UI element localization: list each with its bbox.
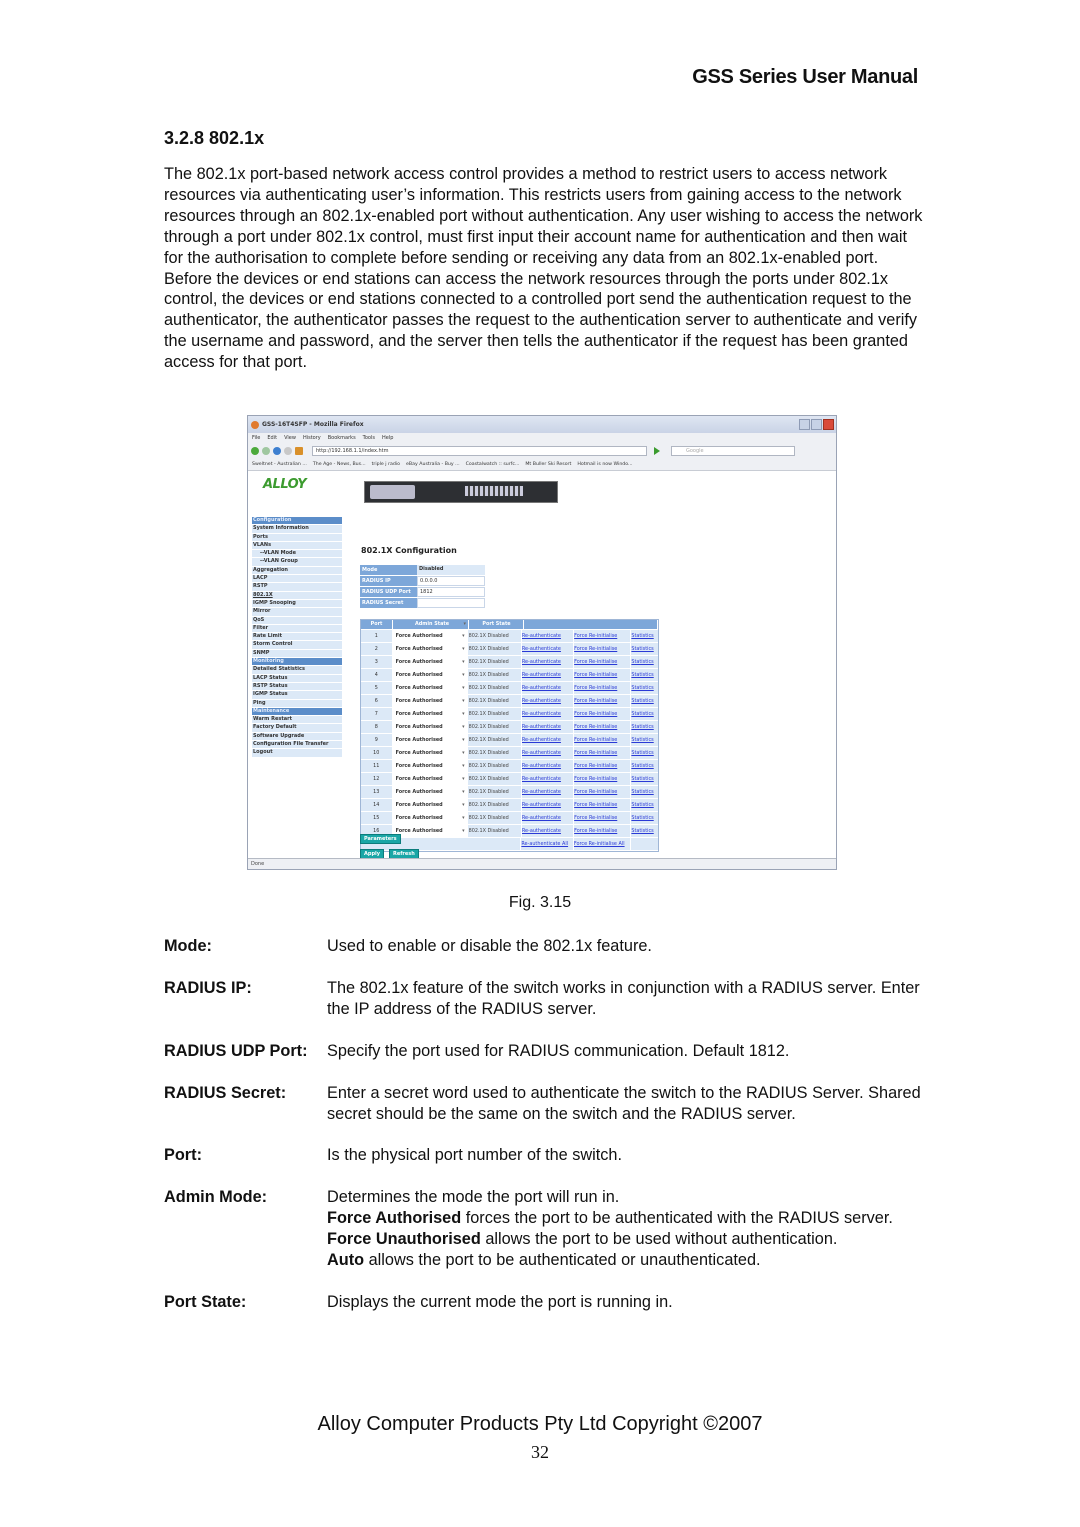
force-reinitialise-link[interactable]: Force Re-initialise <box>574 695 631 707</box>
menu-edit[interactable]: Edit <box>267 435 278 441</box>
definition-description <box>327 1083 924 1125</box>
sidebar-item[interactable]: Filter <box>252 625 342 633</box>
manual-title: GSS Series User Manual <box>692 66 918 88</box>
admin-state-select[interactable]: Force Authorised ▾ <box>393 799 468 811</box>
description-text: allows the port to be authenticated or unauthenticated. <box>364 1251 761 1270</box>
reauthenticate-link[interactable]: Re-authenticate <box>522 786 574 798</box>
statistics-link[interactable]: Statistics <box>631 763 654 769</box>
bookmark[interactable]: Mt Buller Ski Resort <box>525 461 572 467</box>
nav-bar <box>248 443 836 458</box>
paragraph: Before the devices or end stations can access the network resources through the ports under 802.1x control, the devices or end stations connected to a controlled port send the authentication request to the authenticator, the authenticator passes the request to the authentication server to authenticate and verify the username and password, and the server then tells the authenticator if the request has been granted access for that port. <box>164 269 918 372</box>
bookmark[interactable]: Coastalwatch :: surfc... <box>465 461 520 467</box>
reauthenticate-link[interactable]: Re-authenticate <box>522 669 574 681</box>
statistics-link[interactable]: Statistics <box>631 685 654 691</box>
emphasis-text: Force Authorised <box>327 1209 462 1228</box>
table-row <box>361 773 658 786</box>
col-port: Port <box>361 620 393 629</box>
apply-button[interactable]: Apply <box>360 849 384 859</box>
statistics-link[interactable]: Statistics <box>631 802 654 808</box>
description-text: Displays the current mode the port is running in. <box>327 1292 673 1311</box>
table-row <box>361 669 658 682</box>
port-state: 802.1X Disabled <box>468 773 522 785</box>
statistics-link[interactable]: Statistics <box>631 776 654 782</box>
admin-state-select[interactable]: Force Authorised ▾ <box>393 669 468 681</box>
port-number: 5 <box>361 682 393 694</box>
port-state: 802.1X Disabled <box>468 630 522 642</box>
definition-item <box>164 936 924 957</box>
table-row <box>361 708 658 721</box>
table-header <box>361 620 658 630</box>
admin-state-select[interactable]: Force Authorised ▾ <box>393 695 468 707</box>
stop-icon[interactable] <box>284 447 292 455</box>
description-text: Used to enable or disable the 802.1x feature. <box>327 937 652 955</box>
description-text: forces the port to be authenticated with the RADIUS server. <box>461 1209 893 1228</box>
reauthenticate-link[interactable]: Re-authenticate <box>522 708 574 720</box>
force-reinitialise-link[interactable]: Force Re-initialise <box>574 643 631 655</box>
sidebar-item[interactable]: LACP <box>252 575 342 583</box>
force-reinitialise-link[interactable]: Force Re-initialise <box>574 656 631 668</box>
menu-view[interactable]: View <box>284 435 296 441</box>
force-reinitialise-link[interactable]: Force Re-initialise <box>574 760 631 772</box>
reauthenticate-link[interactable]: Re-authenticate <box>522 682 574 694</box>
definition-description <box>327 1041 924 1062</box>
admin-state-select[interactable]: Force Authorised ▾ <box>393 747 468 759</box>
page-number: 32 <box>531 1442 549 1462</box>
port-number: 3 <box>361 656 393 668</box>
force-reinitialise-link[interactable]: Force Re-initialise <box>574 799 631 811</box>
sidebar-item[interactable]: Ports <box>252 534 342 542</box>
sidebar-item[interactable]: RSTP <box>252 583 342 591</box>
definition-item <box>164 1041 924 1062</box>
col-actions <box>524 620 658 629</box>
statistics-link[interactable]: Statistics <box>631 698 654 704</box>
table-row <box>361 721 658 734</box>
definition-description <box>327 978 924 1020</box>
table-row <box>361 695 658 708</box>
admin-state-select[interactable]: Force Authorised ▾ <box>393 682 468 694</box>
description-text: Enter a secret word used to authenticate the switch to the RADIUS Server. Shared secret should be the same on the switch and the RADIUS server. <box>327 1083 921 1123</box>
port-number: 2 <box>361 643 393 655</box>
definition-term: RADIUS UDP Port: <box>164 1041 308 1060</box>
config-form <box>360 565 485 609</box>
table-row <box>361 682 658 695</box>
port-number: 16 <box>361 825 393 837</box>
section-heading: 3.2.8 802.1x <box>164 128 265 148</box>
table-row <box>361 734 658 747</box>
menu-bookmarks[interactable]: Bookmarks <box>327 435 356 441</box>
menu-help[interactable]: Help <box>382 435 394 441</box>
mode-label: Mode <box>360 565 417 575</box>
statistics-link[interactable]: Statistics <box>631 711 654 717</box>
statistics-link[interactable]: Statistics <box>631 659 654 665</box>
sidebar-item[interactable]: LACP Status <box>252 675 342 683</box>
admin-state-select[interactable]: Force Authorised ▾ <box>393 734 468 746</box>
sidebar-item[interactable]: System Information <box>252 525 342 533</box>
description-text: allows the port to be used without authentication. <box>480 1230 838 1249</box>
sidebar-item[interactable]: IGMP Status <box>252 691 342 699</box>
reauthenticate-link[interactable]: Re-authenticate <box>522 760 574 772</box>
admin-state-select[interactable]: Force Authorised ▾ <box>393 708 468 720</box>
browser-status-bar: Done <box>248 858 837 869</box>
radius-udp-port-label: RADIUS UDP Port <box>360 587 417 597</box>
sidebar-item[interactable]: Factory Default <box>252 724 342 732</box>
admin-state-select[interactable]: Force Authorised ▾ <box>393 630 468 642</box>
definition-item <box>164 1292 924 1313</box>
col-admin-state: Admin State ▾ <box>393 620 469 629</box>
port-state: 802.1X Disabled <box>468 695 522 707</box>
port-state: 802.1X Disabled <box>468 721 522 733</box>
close-icon[interactable] <box>823 419 834 430</box>
reauthenticate-link[interactable]: Re-authenticate <box>522 630 574 642</box>
switch-device-image <box>364 481 558 503</box>
force-reinitialise-link[interactable]: Force Re-initialise <box>574 747 631 759</box>
sidebar-item[interactable]: Configuration <box>252 517 342 525</box>
definition-description <box>327 1145 924 1166</box>
menu-bar <box>248 433 836 443</box>
table-row <box>361 812 658 825</box>
definition-description <box>327 936 924 957</box>
port-state: 802.1X Disabled <box>468 825 522 837</box>
force-reinitialise-link[interactable]: Force Re-initialise <box>574 630 631 642</box>
definition-description <box>327 1292 924 1313</box>
port-number: 4 <box>361 669 393 681</box>
sidebar-item[interactable]: 802.1X <box>252 592 342 600</box>
radius-udp-port-input[interactable]: 1812 <box>417 587 485 597</box>
admin-state-select[interactable]: Force Authorised ▾ <box>393 721 468 733</box>
definition-term: Port: <box>164 1146 202 1165</box>
emphasis-text: Force Unauthorised <box>327 1230 481 1249</box>
intro-text <box>164 164 924 373</box>
definition-term: Admin Mode: <box>164 1188 268 1207</box>
reauthenticate-link[interactable]: Re-authenticate <box>522 747 574 759</box>
url-input[interactable]: http://192.168.1.1/index.htm <box>312 446 647 456</box>
port-table <box>360 619 659 852</box>
firefox-icon <box>251 421 259 429</box>
admin-state-select[interactable]: Force Authorised ▾ <box>393 760 468 772</box>
port-state: 802.1X Disabled <box>468 812 522 824</box>
table-row <box>361 630 658 643</box>
port-number: 6 <box>361 695 393 707</box>
definition-item <box>164 1083 924 1125</box>
sidebar-item[interactable]: Detailed Statistics <box>252 666 342 674</box>
sidebar-item[interactable]: Configuration File Transfer <box>252 741 342 749</box>
force-reinitialise-link[interactable]: Force Re-initialise <box>574 669 631 681</box>
menu-tools[interactable]: Tools <box>362 435 375 441</box>
sidebar-item[interactable]: Logout <box>252 749 342 757</box>
bookmark[interactable]: triple j radio <box>371 461 401 467</box>
footer-copyright: Alloy Computer Products Pty Ltd Copyright ©2007 <box>317 1413 763 1435</box>
maximize-icon[interactable] <box>811 419 822 430</box>
description-text: Specify the port used for RADIUS communication. Default 1812. <box>327 1041 790 1060</box>
port-state: 802.1X Disabled <box>468 682 522 694</box>
admin-state-select[interactable]: Force Authorised ▾ <box>393 643 468 655</box>
sidebar-item[interactable]: QoS <box>252 617 342 625</box>
sidebar-item[interactable]: --VLAN Group <box>252 558 342 566</box>
reauthenticate-link[interactable]: Re-authenticate <box>522 799 574 811</box>
bookmark[interactable]: The Age - News, Bus... <box>312 461 366 467</box>
port-number: 7 <box>361 708 393 720</box>
force-reinitialise-link[interactable]: Force Re-initialise <box>574 721 631 733</box>
statistics-link[interactable]: Statistics <box>631 633 654 639</box>
menu-file[interactable]: File <box>252 435 261 441</box>
definition-item <box>164 978 924 1020</box>
reauthenticate-link[interactable]: Re-authenticate <box>522 825 574 837</box>
statistics-link[interactable]: Statistics <box>631 789 654 795</box>
bookmark[interactable]: Hotmail is now Windo... <box>577 461 633 467</box>
definition-term: Port State: <box>164 1292 247 1311</box>
radius-ip-label: RADIUS IP <box>360 576 417 586</box>
reauthenticate-all-link[interactable]: Re-authenticate All <box>521 838 573 850</box>
figure-screenshot <box>247 415 837 870</box>
sidebar-item[interactable]: Monitoring <box>252 658 342 666</box>
web-content <box>248 471 836 857</box>
window-title: GSS-16T4SFP - Mozilla Firefox <box>262 421 364 428</box>
sidebar-item[interactable]: SNMP <box>252 650 342 658</box>
reload-icon[interactable] <box>273 447 281 455</box>
description-text: Determines the mode the port will run in. <box>327 1188 620 1207</box>
description-text: Is the physical port number of the switch. <box>327 1146 623 1165</box>
definition-term: Mode: <box>164 937 212 955</box>
table-row <box>361 799 658 812</box>
description-text: The 802.1x feature of the switch works in conjunction with a RADIUS server. Enter the IP address of the RADIUS server. <box>327 978 920 1018</box>
alloy-logo: ALLOY <box>263 477 307 492</box>
bookmarks-bar <box>248 458 836 471</box>
port-state: 802.1X Disabled <box>468 708 522 720</box>
sidebar-item[interactable]: RSTP Status <box>252 683 342 691</box>
table-row <box>361 786 658 799</box>
port-number: 11 <box>361 760 393 772</box>
forward-icon[interactable] <box>262 447 270 455</box>
paragraph: The 802.1x port-based network access control provides a method to restrict users to access network resources via authenticating user’s information. This restricts users from gaining access to the network resources through an 802.1x-enabled port without authentication. Any user wishing to access the network through a port under 802.1x control, must first input their account name for authentication and then wait for the authorisation to complete before sending or receiving any data from an 802.1x-enabled port. <box>164 165 923 267</box>
go-icon[interactable] <box>654 447 660 455</box>
page-title: 802.1X Configuration <box>361 546 457 555</box>
port-state: 802.1X Disabled <box>468 734 522 746</box>
table-row <box>361 656 658 669</box>
reauthenticate-link[interactable]: Re-authenticate <box>522 773 574 785</box>
port-state: 802.1X Disabled <box>468 669 522 681</box>
mode-select[interactable]: Disabled <box>417 565 485 575</box>
port-state: 802.1X Disabled <box>468 747 522 759</box>
emphasis-text: Auto <box>327 1251 365 1270</box>
definition-item <box>164 1187 924 1271</box>
sidebar-item[interactable]: Warm Restart <box>252 716 342 724</box>
table-row <box>361 760 658 773</box>
force-reinitialise-link[interactable]: Force Re-initialise <box>574 812 631 824</box>
figure-caption: Fig. 3.15 <box>508 894 572 911</box>
radius-secret-label: RADIUS Secret <box>360 598 417 608</box>
table-row <box>361 825 658 838</box>
reauthenticate-link[interactable]: Re-authenticate <box>522 656 574 668</box>
radius-secret-input[interactable] <box>417 598 485 608</box>
admin-state-select[interactable]: Force Authorised ▾ <box>393 812 468 824</box>
statistics-link[interactable]: Statistics <box>631 828 654 834</box>
statistics-link[interactable]: Statistics <box>631 646 654 652</box>
bookmark[interactable]: Sweltnet - Australian ... <box>252 461 307 467</box>
sidebar-item[interactable]: IGMP Snooping <box>252 600 342 608</box>
parameters-button[interactable]: Parameters <box>360 834 401 844</box>
port-state: 802.1X Disabled <box>468 656 522 668</box>
admin-state-select[interactable]: Force Authorised ▾ <box>393 656 468 668</box>
definition-term: RADIUS IP: <box>164 978 252 997</box>
port-number: 1 <box>361 630 393 642</box>
force-reinitialise-all-link[interactable]: Force Re-initialise All <box>574 838 631 850</box>
statistics-link[interactable]: Statistics <box>631 724 654 730</box>
sidebar-item[interactable]: VLANs <box>252 542 342 550</box>
port-number: 9 <box>361 734 393 746</box>
browser-titlebar <box>248 416 836 433</box>
bookmark[interactable]: eBay Australia - Buy ... <box>406 461 460 467</box>
search-input[interactable]: Google <box>671 446 795 456</box>
port-state: 802.1X Disabled <box>468 799 522 811</box>
definition-item <box>164 1145 924 1166</box>
statistics-link[interactable]: Statistics <box>631 737 654 743</box>
force-reinitialise-link[interactable]: Force Re-initialise <box>574 682 631 694</box>
refresh-button[interactable]: Refresh <box>389 849 419 859</box>
port-state: 802.1X Disabled <box>468 760 522 772</box>
reauthenticate-link[interactable]: Re-authenticate <box>522 734 574 746</box>
table-row <box>361 643 658 656</box>
definition-term: RADIUS Secret: <box>164 1083 287 1102</box>
reauthenticate-link[interactable]: Re-authenticate <box>522 812 574 824</box>
table-row <box>361 747 658 760</box>
col-port-state: Port State <box>469 620 524 629</box>
sidebar-nav <box>252 517 342 758</box>
admin-state-select[interactable]: Force Authorised ▾ <box>393 773 468 785</box>
port-state: 802.1X Disabled <box>468 643 522 655</box>
menu-history[interactable]: History <box>302 435 321 441</box>
port-number: 14 <box>361 799 393 811</box>
force-reinitialise-link[interactable]: Force Re-initialise <box>574 773 631 785</box>
sidebar-item[interactable]: Ping <box>252 700 342 708</box>
port-number: 8 <box>361 721 393 733</box>
definitions-list <box>164 936 924 1334</box>
port-number: 10 <box>361 747 393 759</box>
radius-ip-input[interactable]: 0.0.0.0 <box>417 576 485 586</box>
port-state: 802.1X Disabled <box>468 786 522 798</box>
statistics-link[interactable]: Statistics <box>631 672 654 678</box>
statistics-link[interactable]: Statistics <box>631 815 654 821</box>
minimize-icon[interactable] <box>799 419 810 430</box>
force-reinitialise-link[interactable]: Force Re-initialise <box>574 734 631 746</box>
reauthenticate-link[interactable]: Re-authenticate <box>522 695 574 707</box>
sidebar-item[interactable]: --VLAN Mode <box>252 550 342 558</box>
force-reinitialise-link[interactable]: Force Re-initialise <box>574 786 631 798</box>
force-reinitialise-link[interactable]: Force Re-initialise <box>574 708 631 720</box>
force-reinitialise-link[interactable]: Force Re-initialise <box>574 825 631 837</box>
sidebar-item[interactable]: Software Upgrade <box>252 733 342 741</box>
admin-state-select[interactable]: Force Authorised ▾ <box>393 786 468 798</box>
port-number: 15 <box>361 812 393 824</box>
sidebar-item[interactable]: Aggregation <box>252 567 342 575</box>
definition-description <box>327 1187 924 1271</box>
sidebar-item[interactable]: Maintenance <box>252 708 342 716</box>
admin-state-select[interactable]: Force Authorised ▾ <box>393 825 468 837</box>
sidebar-item[interactable]: Storm Control <box>252 641 342 649</box>
reauthenticate-link[interactable]: Re-authenticate <box>522 643 574 655</box>
port-number: 12 <box>361 773 393 785</box>
sidebar-item[interactable]: Mirror <box>252 608 342 616</box>
statistics-link[interactable]: Statistics <box>631 750 654 756</box>
sidebar-item[interactable]: Rate Limit <box>252 633 342 641</box>
back-icon[interactable] <box>251 447 259 455</box>
home-icon[interactable] <box>295 447 303 455</box>
reauthenticate-link[interactable]: Re-authenticate <box>522 721 574 733</box>
port-number: 13 <box>361 786 393 798</box>
